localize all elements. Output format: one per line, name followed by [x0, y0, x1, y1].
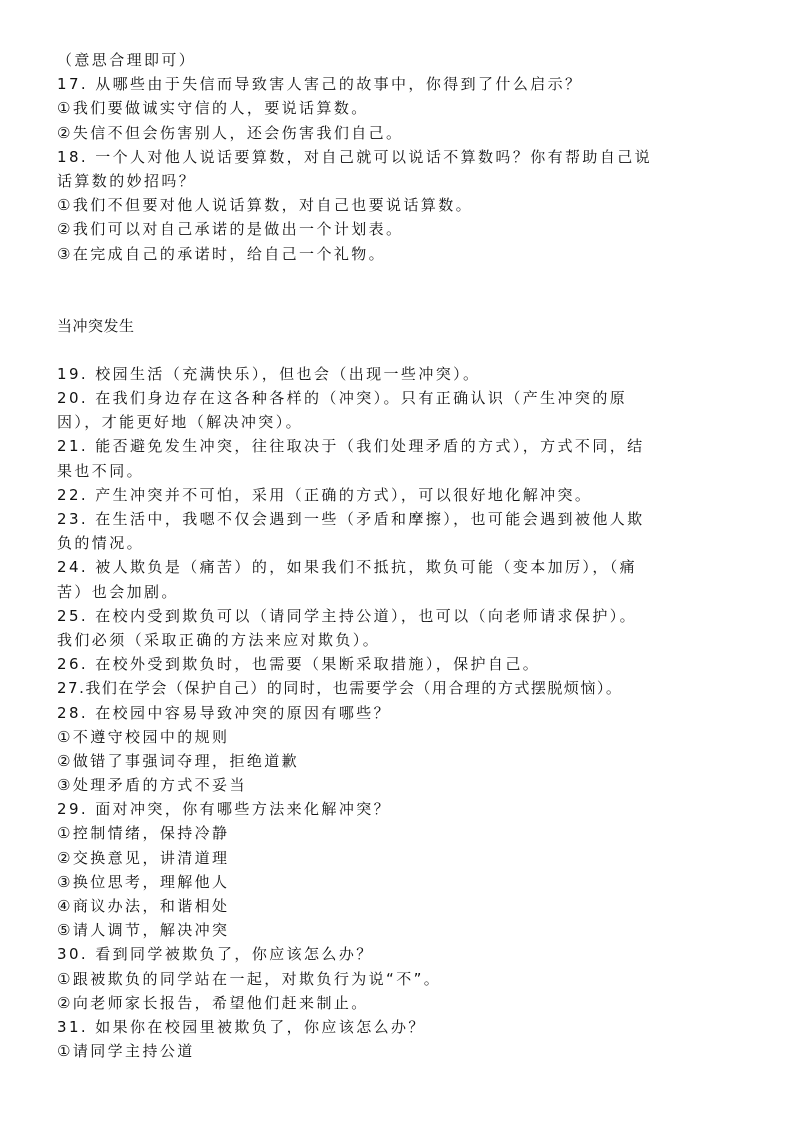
answer-line: ②失信不但会伤害别人，还会伤害我们自己。 — [57, 123, 404, 142]
item-27: 27.我们在学会（保护自己）的同时，也需要学会（用合理的方式摆脱烦恼）。 — [57, 679, 623, 698]
item-25: 25. 在校内受到欺负可以（请同学主持公道），也可以（向老师请求保护）。 — [57, 606, 638, 625]
answer-line: ①我们不但要对他人说话算数，对自己也要说话算数。 — [57, 196, 474, 215]
answer-line: ①我们要做诚实守信的人，要说话算数。 — [57, 99, 369, 118]
answer-line: ①不遵守校园中的规则 — [57, 727, 230, 746]
item-23-continued: 负的情况。 — [57, 534, 145, 553]
answer-line: ①控制情绪，保持冷静 — [57, 824, 230, 843]
answer-line: ③换位思考，理解他人 — [57, 872, 230, 891]
question-18: 18. 一个人对他人说话要算数，对自己就可以说话不算数吗？你有帮助自己说 — [57, 147, 653, 166]
item-24-continued: 苦）也会加剧。 — [57, 582, 179, 601]
item-19: 19. 校园生活（充满快乐），但也会（出现一些冲突）。 — [57, 364, 481, 383]
section-title: 当冲突发生 — [57, 316, 135, 335]
answer-line: ③在完成自己的承诺时，给自己一个礼物。 — [57, 244, 387, 263]
item-23: 23. 在生活中，我嗯不仅会遇到一些（矛盾和摩擦），也可能会遇到被他人欺 — [57, 510, 645, 529]
answer-line: ③处理矛盾的方式不妥当 — [57, 776, 247, 795]
item-20-continued: 因），才能更好地（解决冲突）。 — [57, 413, 304, 432]
item-21: 21. 能否避免发生冲突，往往取决于（我们处理矛盾的方式），方式不同，结 — [57, 437, 645, 456]
item-24: 24. 被人欺负是（痛苦）的，如果我们不抵抗，欺负可能（变本加厉），（痛 — [57, 558, 638, 577]
answer-line: ④商议办法，和谐相处 — [57, 897, 230, 916]
item-20: 20. 在我们身边存在这各种各样的（冲突）。只有正确认识（产生冲突的原 — [57, 389, 628, 408]
title-gap — [57, 338, 747, 362]
item-22: 22. 产生冲突并不可怕，采用（正确的方式），可以很好地化解冲突。 — [57, 485, 593, 504]
question-31: 31. 如果你在校园里被欺负了，你应该怎么办？ — [57, 1017, 426, 1036]
answer-line: ⑤请人调节，解决冲突 — [57, 921, 230, 940]
answer-line: ②向老师家长报告，希望他们赶来制止。 — [57, 993, 369, 1012]
answer-line: ②做错了事强词夺理，拒绝道歉 — [57, 751, 300, 770]
question-17: 17. 从哪些由于失信而导致害人害己的故事中，你得到了什么启示？ — [57, 75, 583, 94]
document-page — [57, 48, 747, 1063]
answer-line: ②我们可以对自己承诺的是做出一个计划表。 — [57, 220, 404, 239]
question-18-continued: 话算数的妙招吗？ — [57, 171, 197, 190]
item-25-continued: 我们必须（采取正确的方法来应对欺负）。 — [57, 630, 381, 649]
answer-line: ①请同学主持公道 — [57, 1042, 195, 1061]
section-conflict — [57, 362, 747, 1063]
section-honesty — [57, 48, 747, 266]
section-gap — [57, 266, 747, 314]
question-28: 28. 在校园中容易导致冲突的原因有哪些？ — [57, 703, 392, 722]
question-29: 29. 面对冲突，你有哪些方法来化解冲突？ — [57, 800, 392, 819]
item-21-continued: 果也不同。 — [57, 461, 145, 480]
question-30: 30. 看到同学被欺负了，你应该怎么办？ — [57, 945, 374, 964]
answer-line: ①跟被欺负的同学站在一起，对欺负行为说“不”。 — [57, 969, 442, 988]
note-line: （意思合理即可） — [57, 51, 197, 69]
item-26: 26. 在校外受到欺负时，也需要（果断采取措施），保护自己。 — [57, 655, 541, 674]
answer-line: ②交换意见，讲清道理 — [57, 848, 230, 867]
